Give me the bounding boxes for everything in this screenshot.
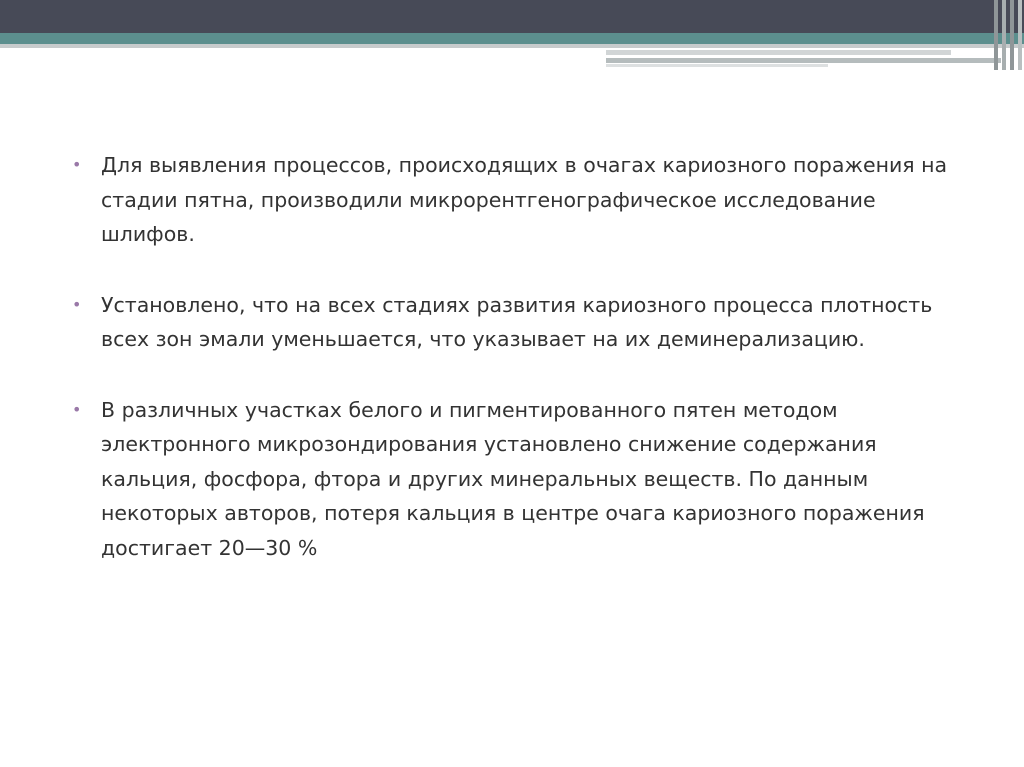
bullet-dot-icon: • [72, 155, 82, 174]
header-decor-strip [606, 58, 1001, 63]
bullet-item [72, 393, 972, 566]
bullet-item [72, 148, 972, 252]
header-dark-band [0, 0, 1024, 33]
bullet-item [72, 288, 972, 357]
header-gray-band [0, 44, 1024, 48]
header-decor-strip [606, 50, 951, 55]
bullet-text: Для выявления процессов, происходящих в очагах кариозного поражения на стадии пятна, производили микрорентгенографическое исследование шлифов. [101, 153, 948, 246]
bullet-text: Установлено, что на всех стадиях развития кариозного процесса плотность всех зон эмали уменьшается, что указывает на их деминерализацию. [101, 292, 933, 351]
header-vertical-lines [994, 0, 1024, 70]
decor-vertical-line [994, 0, 998, 70]
bullet-dot-icon: • [72, 399, 82, 419]
bullet-list [72, 148, 972, 601]
decor-vertical-line [1018, 0, 1022, 70]
decor-vertical-line [1010, 0, 1014, 70]
header-teal-band [0, 33, 1024, 44]
decor-vertical-line [1002, 0, 1006, 70]
bullet-text: В различных участках белого и пигментированного пятен методом электронного микрозондирования установлено снижение содержания кальция, фосфора, фтора и других минеральных веществ. По данным некоторых авторов, потеря кальция в центре очага кариозного поражения достигает 20—30 % [101, 397, 925, 560]
header-decor-strip [606, 64, 828, 67]
bullet-dot-icon: • [72, 294, 82, 314]
